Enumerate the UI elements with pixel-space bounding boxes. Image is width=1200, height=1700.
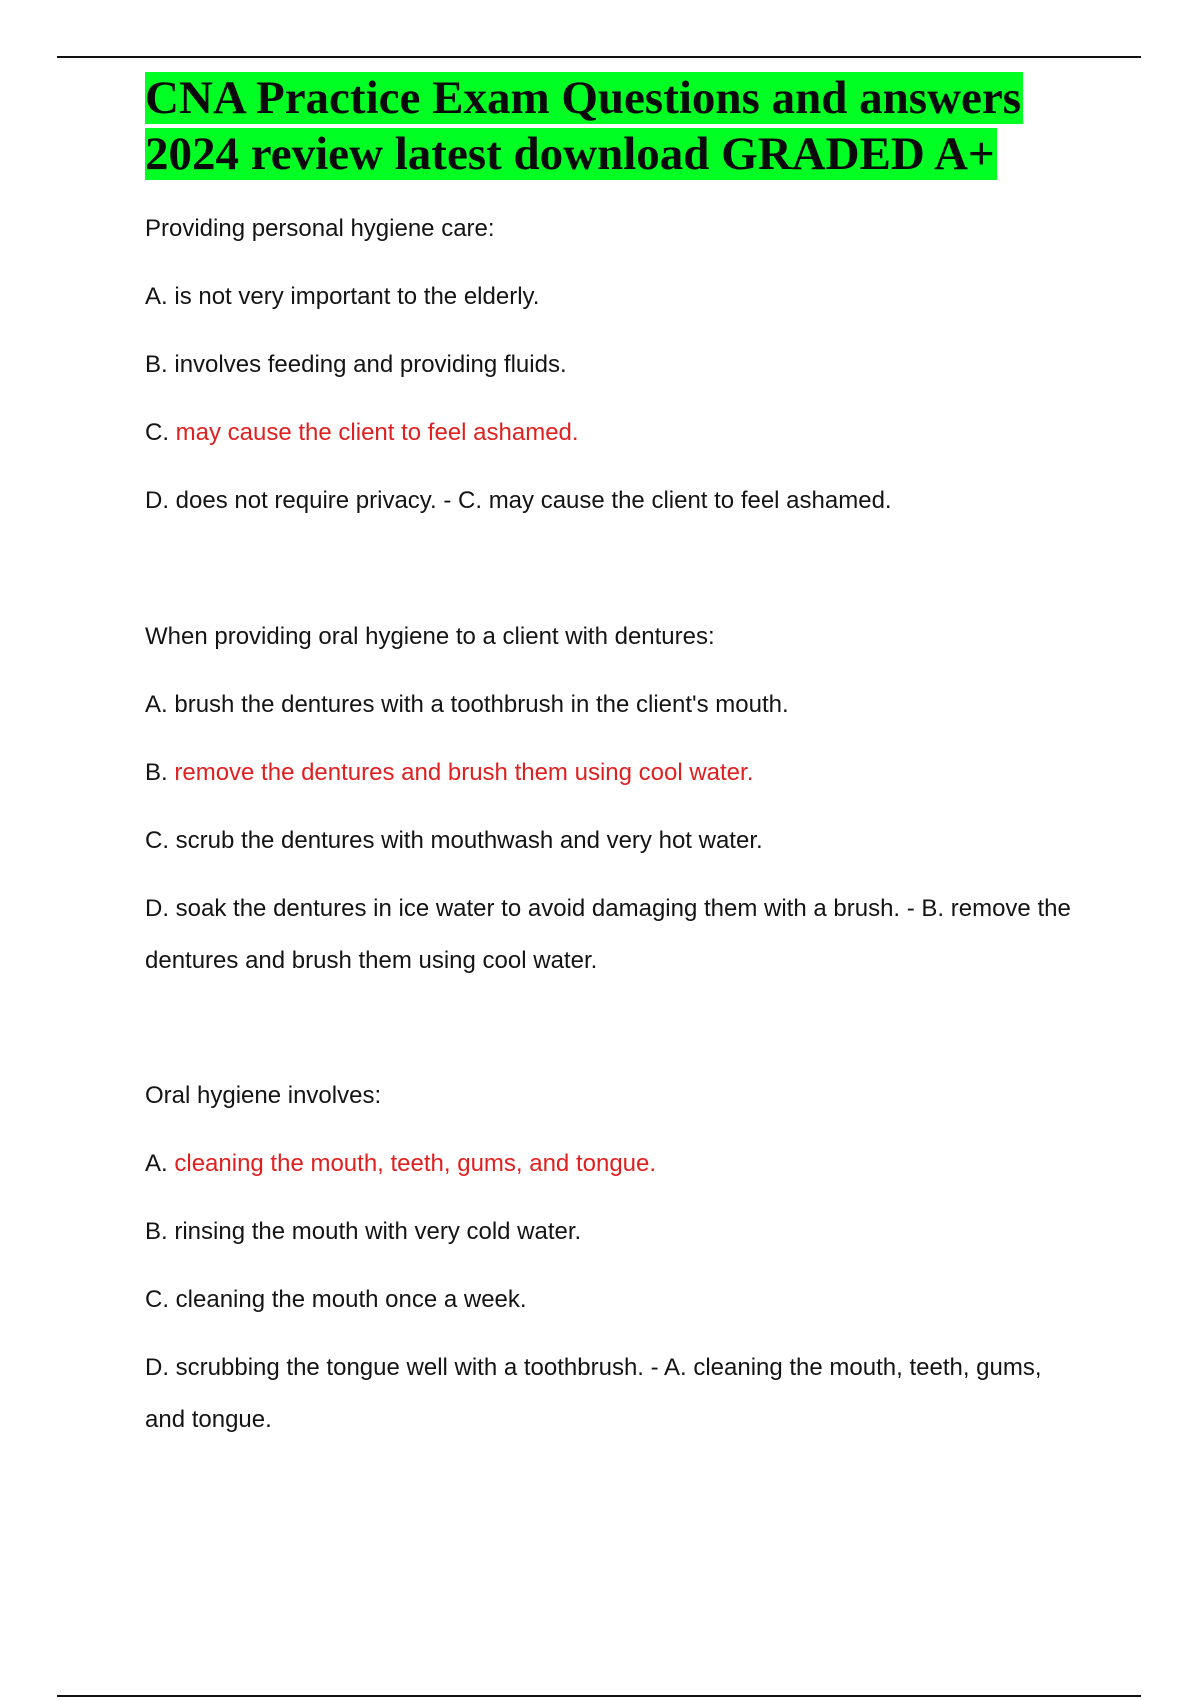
top-rule: [57, 56, 1141, 58]
option-letter: C.: [145, 827, 169, 854]
option-letter: A.: [145, 283, 168, 310]
answer-option: [145, 1206, 1075, 1258]
option-letter: C.: [145, 1286, 169, 1313]
option-text: scrub the dentures with mouthwash and very hot water.: [175, 827, 763, 854]
correct-option-text: may cause the client to feel ashamed.: [175, 419, 579, 446]
question-block: [145, 1070, 1075, 1446]
answer-option: [145, 475, 1075, 527]
answer-option: [145, 747, 1075, 799]
question-prompt: Oral hygiene involves:: [145, 1082, 382, 1109]
answer-option: [145, 815, 1075, 867]
option-letter: D.: [145, 1354, 169, 1381]
title-highlight: CNA Practice Exam Questions and answers 2024 review latest download GRADED A+: [145, 72, 1021, 180]
bottom-rule: [57, 1695, 1141, 1697]
question-prompt: When providing oral hygiene to a client with dentures:: [145, 623, 715, 650]
option-text: soak the dentures in ice water to avoid damaging them with a brush. - B. remove the dentures and brush them using cool water.: [145, 895, 1071, 974]
option-letter: B.: [145, 1218, 168, 1245]
option-letter: A.: [145, 1150, 168, 1177]
question-block: [145, 611, 1075, 987]
option-text: cleaning the mouth once a week.: [175, 1286, 527, 1313]
option-text: rinsing the mouth with very cold water.: [174, 1218, 582, 1245]
answer-option: [145, 883, 1075, 987]
option-letter: B.: [145, 351, 168, 378]
option-text: does not require privacy. - C. may cause the client to feel ashamed.: [175, 487, 892, 514]
option-text: involves feeding and providing fluids.: [174, 351, 567, 378]
option-letter: D.: [145, 487, 169, 514]
option-letter: C.: [145, 419, 169, 446]
answer-option: [145, 1274, 1075, 1326]
answer-option: [145, 679, 1075, 731]
correct-option-text: remove the dentures and brush them using cool water.: [174, 759, 754, 786]
option-letter: A.: [145, 691, 168, 718]
option-text: scrubbing the tongue well with a toothbrush. - A. cleaning the mouth, teeth, gums, and tongue.: [145, 1354, 1042, 1433]
answer-option: [145, 271, 1075, 323]
answer-option: [145, 1342, 1075, 1446]
option-letter: B.: [145, 759, 168, 786]
option-text: is not very important to the elderly.: [174, 283, 540, 310]
question-block: [145, 203, 1075, 527]
answer-option: [145, 407, 1075, 459]
question-prompt: Providing personal hygiene care:: [145, 215, 495, 242]
page-header: [145, 70, 1075, 182]
correct-option-text: cleaning the mouth, teeth, gums, and tongue.: [174, 1150, 657, 1177]
option-letter: D.: [145, 895, 169, 922]
option-text: brush the dentures with a toothbrush in the client's mouth.: [174, 691, 789, 718]
page-title: [145, 70, 1075, 182]
answer-option: [145, 1138, 1075, 1190]
answer-option: [145, 339, 1075, 391]
